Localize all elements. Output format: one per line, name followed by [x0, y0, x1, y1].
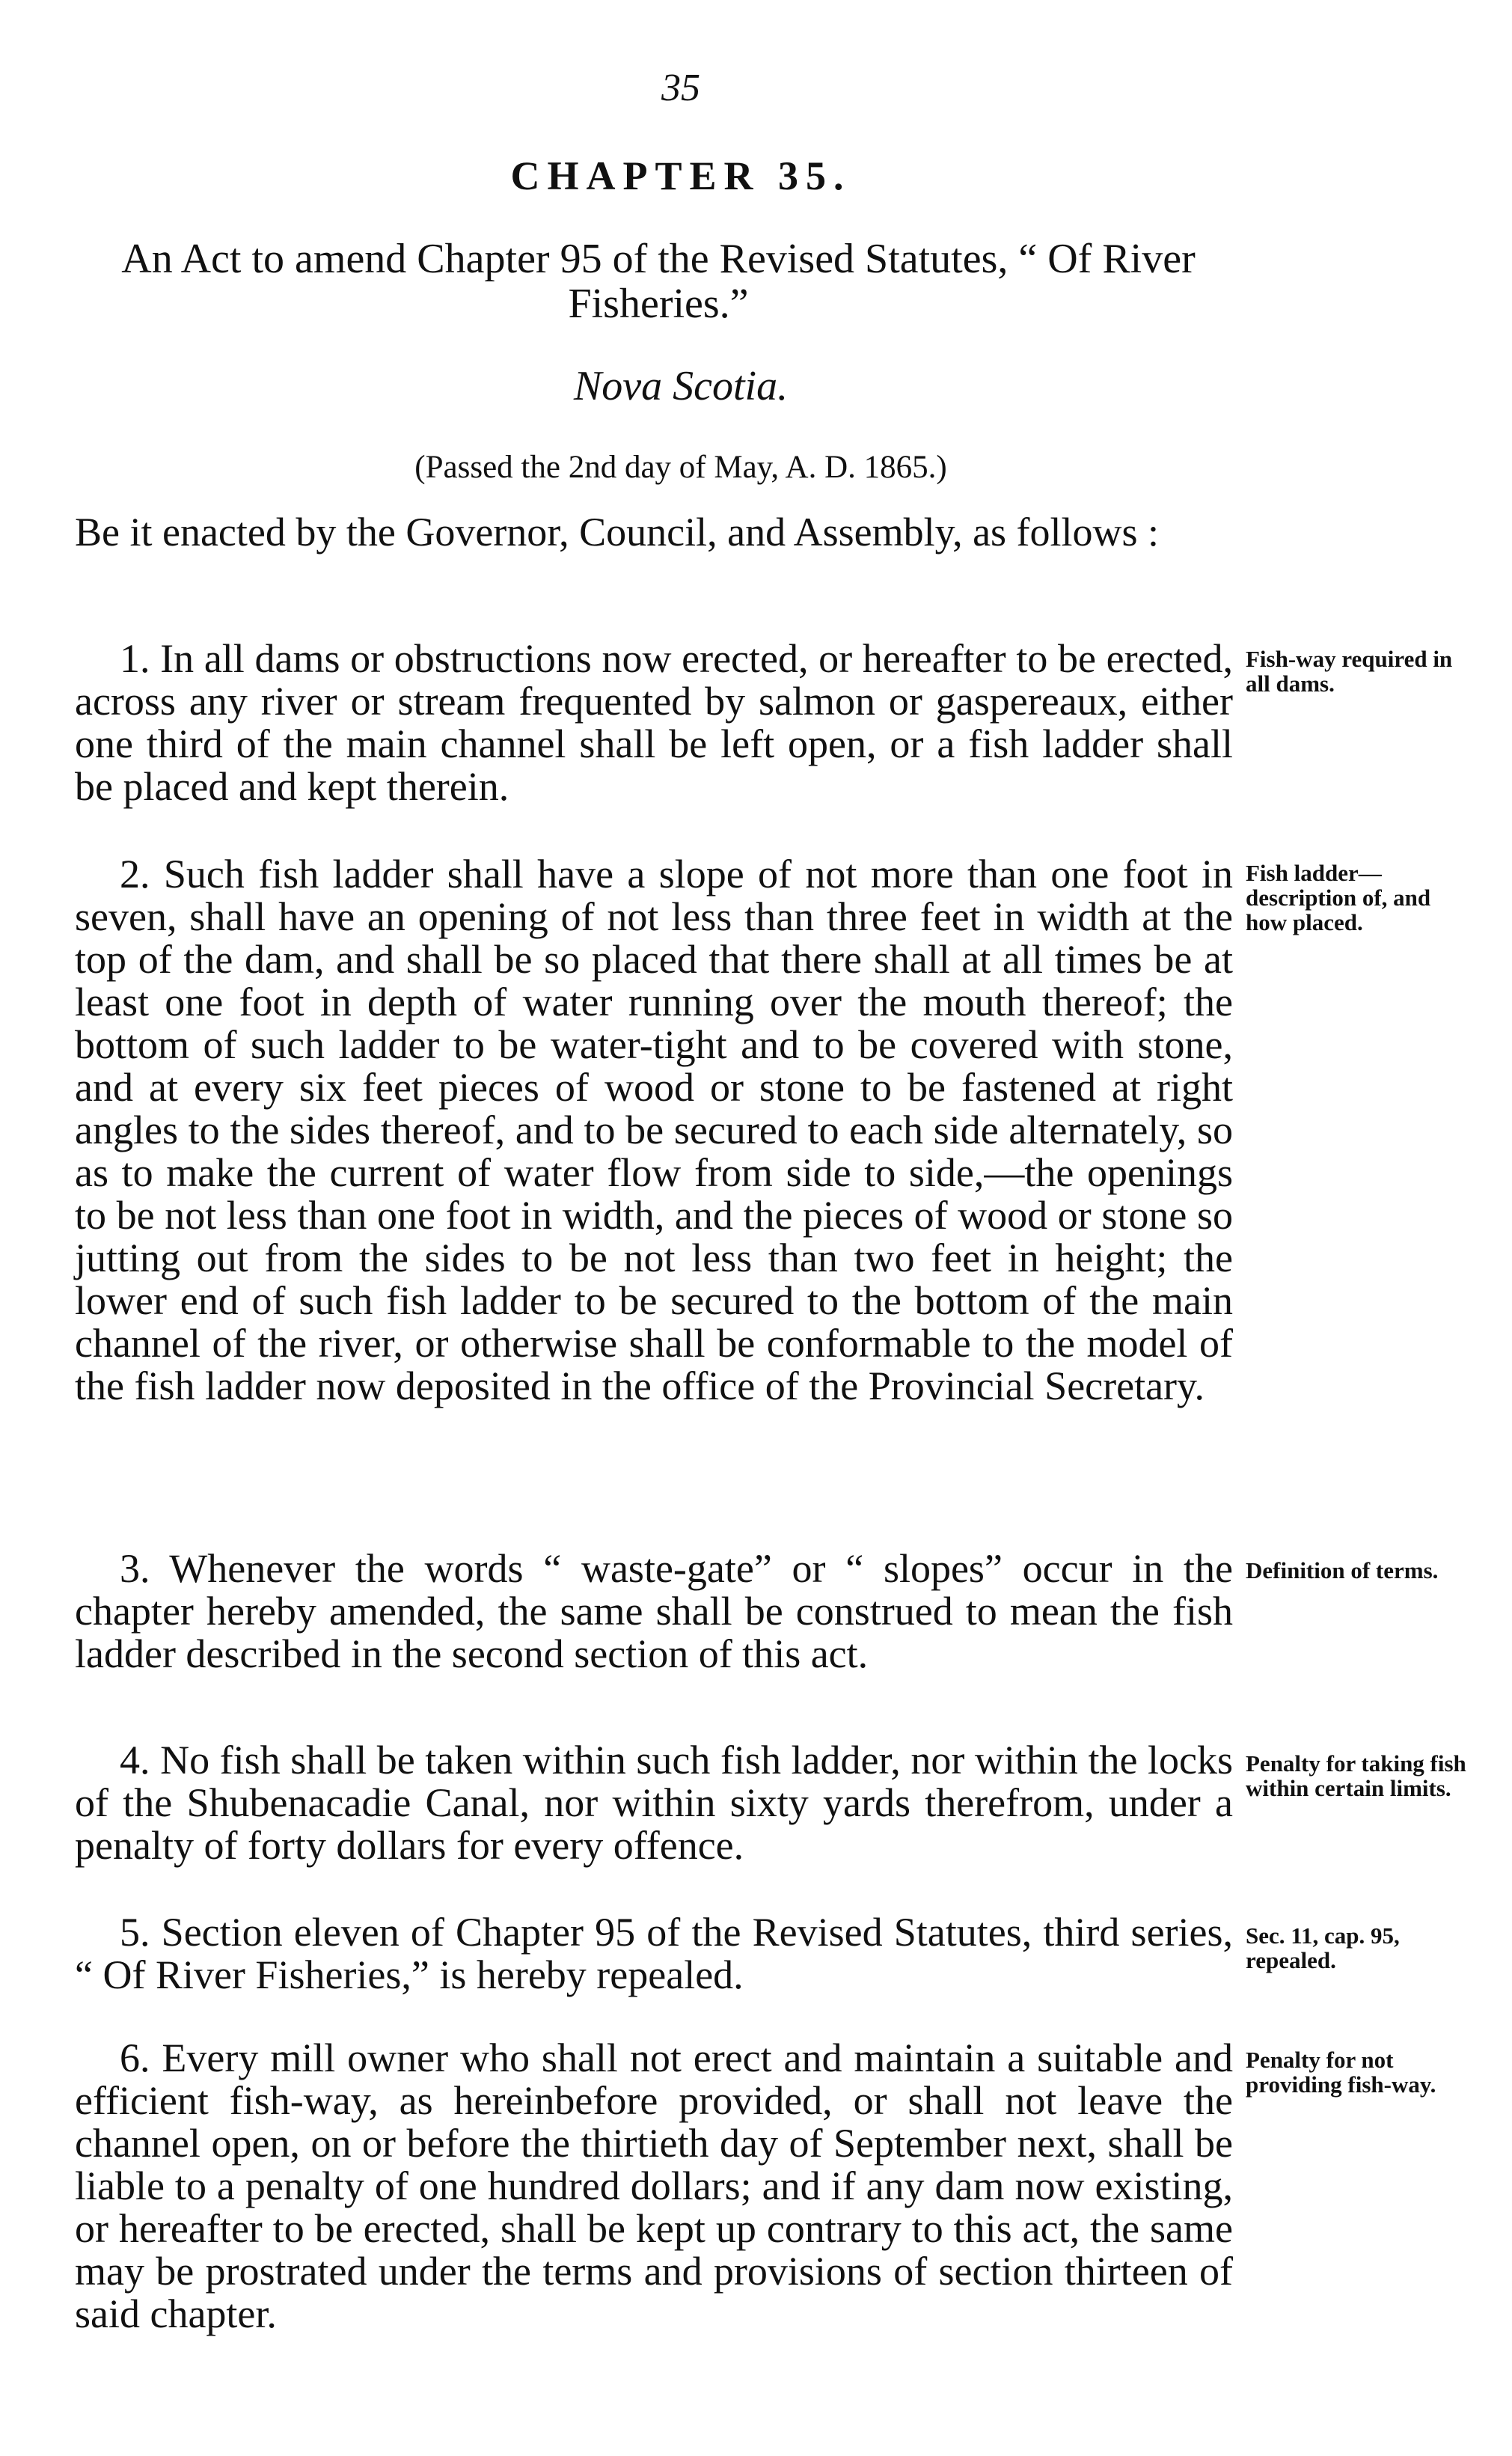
- section-6-text: 6. Every mill owner who shall not erect and maintain a suitable and efficient fish-way, as hereinbefore provided, or shall not leave the channel open, on or before the thirtieth day of September next, shall be liable to a penalty of one hundred dollars; and if any dam now existing, or hereafter to be erected, shall be kept up contrary to this act, the same may be prostrated under the terms and provisions of section thirteen of said chapter.: [75, 2035, 1233, 2336]
- section-2-text: 2. Such fish ladder shall have a slope of not more than one foot in seven, shall have an opening of not less than three feet in width at the top of the dam, and shall be so placed that there shall at all times be at least one foot in depth of water running over the mouth thereof; the bottom of such ladder to be water-tight and to be covered with stone, and at every six feet pieces of wood or stone to be fastened at right angles to the sides thereof, and to be secured to each side alternately, so as to make the current of water flow from side to side,—the openings to be not less than one foot in width, and the pieces of wood or stone so jutting out from the sides to be not less than two feet in height; the lower end of such fish ladder to be secured to the bottom of the main channel of the river, or otherwise shall be conformable to the model of the fish ladder now deposited in the office of the Provincial Secretary.: [75, 852, 1233, 1408]
- enacting-clause: Be it enacted by the Governor, Council, and Assembly, as follows :: [75, 510, 1160, 555]
- section-5-marginal-note: Sec. 11, cap. 95, repealed.: [1246, 1922, 1400, 1973]
- section-4-text: 4. No fish shall be taken within such fish ladder, nor within the locks of the Shubenacadie Canal, nor within sixty yards therefrom, under a penalty of forty dollars for every offence.: [75, 1738, 1233, 1868]
- section-1-marginal-note: Fish-way required in all dams.: [1246, 646, 1453, 697]
- page-number: 35: [661, 67, 700, 109]
- section-2-marginal-note: Fish ladder—description of, and how placed.: [1246, 860, 1431, 935]
- act-title: An Act to amend Chapter 95 of the Revised Statutes, “ Of River Fisheries.”: [121, 236, 1196, 327]
- passed-date: (Passed the 2nd day of May, A. D. 1865.): [414, 450, 947, 485]
- section-3-text: 3. Whenever the words “ waste-gate” or “ slopes” occur in the chapter hereby amended, the same shall be construed to mean the fish ladder described in the second section of this act.: [75, 1546, 1233, 1676]
- section-4-marginal-note: Penalty for taking fish within certain limits.: [1246, 1750, 1466, 1801]
- section-5-text: 5. Section eleven of Chapter 95 of the Revised Statutes, third series, “ Of River Fisheries,” is hereby repealed.: [75, 1910, 1233, 1997]
- section-1-text: 1. In all dams or obstructions now erected, or hereafter to be erected, across any river or stream frequented by salmon or gaspereaux, either one third of the main channel shall be left open, or a fish ladder shall be placed and kept therein.: [75, 636, 1233, 809]
- chapter-heading: CHAPTER 35.: [510, 153, 851, 198]
- jurisdiction: Nova Scotia.: [573, 363, 789, 409]
- section-3-marginal-note: Definition of terms.: [1246, 1557, 1439, 1583]
- section-6-marginal-note: Penalty for not providing fish-way.: [1246, 2047, 1436, 2098]
